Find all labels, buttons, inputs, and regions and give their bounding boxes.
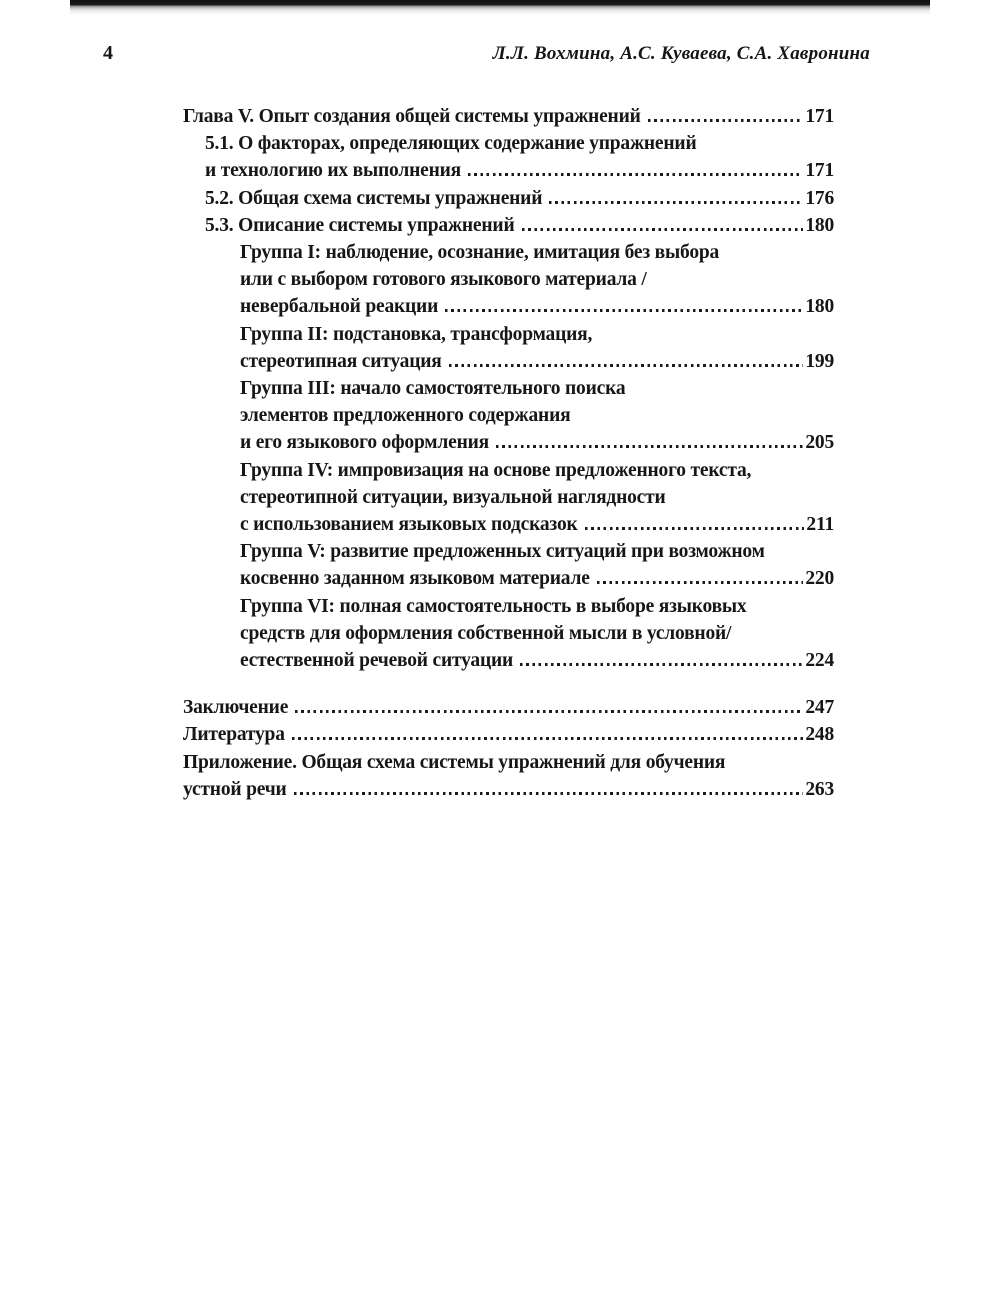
toc-entry bbox=[183, 565, 834, 592]
toc-entry-text: 5.1. О факторах, определяющих содержание упражнений bbox=[205, 133, 697, 155]
toc-entry-page: 180 bbox=[805, 296, 834, 318]
toc-list bbox=[183, 103, 834, 803]
toc-entry-text: устной речи bbox=[183, 778, 287, 800]
toc-entry-page: 176 bbox=[805, 187, 834, 209]
toc-entry bbox=[183, 749, 834, 776]
toc-entry-text: Группа III: начало самостоятельного поиска bbox=[240, 378, 626, 400]
toc-entry-page: 211 bbox=[806, 514, 834, 536]
toc-entry-text: элементов предложенного содержания bbox=[240, 405, 571, 427]
toc-entry bbox=[183, 647, 834, 674]
dot-leader bbox=[295, 710, 803, 713]
dot-leader bbox=[468, 173, 803, 176]
page-header bbox=[103, 42, 870, 65]
dot-leader bbox=[294, 792, 804, 795]
toc-entry-text: средств для оформления собственной мысли в условной/ bbox=[240, 622, 732, 644]
toc-entry-text: Группа II: подстановка, трансформация, bbox=[240, 323, 593, 345]
toc-entry-text: естественной речевой ситуации bbox=[240, 650, 514, 672]
toc-entry bbox=[183, 429, 834, 456]
dot-leader bbox=[445, 309, 803, 312]
dot-leader bbox=[292, 737, 804, 740]
toc-entry-text: Приложение. Общая схема системы упражнений для обучения bbox=[183, 751, 726, 773]
toc-entry-page: 180 bbox=[805, 214, 834, 236]
page-number: 4 bbox=[103, 42, 113, 64]
toc-entry bbox=[183, 293, 834, 320]
toc-entry-text: Группа VI: полная самостоятельность в выборе языковых bbox=[240, 595, 747, 617]
toc-entry bbox=[183, 348, 834, 375]
toc-entry-text: стереотипной ситуации, визуальной наглядности bbox=[240, 486, 666, 508]
toc-entry bbox=[183, 375, 834, 402]
dot-leader bbox=[585, 527, 805, 530]
dot-leader bbox=[648, 119, 804, 122]
dot-leader bbox=[520, 663, 803, 666]
toc-entry-text: невербальной реакции bbox=[240, 296, 439, 318]
toc-entry bbox=[183, 266, 834, 293]
toc-entry bbox=[183, 103, 834, 130]
toc-entry-text: с использованием языковых подсказок bbox=[240, 514, 578, 536]
toc-entry bbox=[183, 239, 834, 266]
toc-entry-text: 5.3. Описание системы упражнений bbox=[205, 214, 515, 236]
toc-entry-page: 263 bbox=[805, 778, 834, 800]
toc-entry-text: 5.2. Общая схема системы упражнений bbox=[205, 187, 543, 209]
toc-entry-page: 220 bbox=[805, 568, 834, 590]
toc-entry-page: 248 bbox=[805, 724, 834, 746]
toc-entry bbox=[183, 721, 834, 748]
toc-entry bbox=[183, 538, 834, 565]
toc-entry bbox=[183, 130, 834, 157]
toc-entry-page: 171 bbox=[805, 160, 834, 182]
toc-entry bbox=[183, 593, 834, 620]
toc-entry-text: Литература bbox=[183, 724, 285, 746]
dot-leader bbox=[597, 581, 804, 584]
toc-entry-text: Заключение bbox=[183, 697, 289, 719]
toc-entry bbox=[183, 620, 834, 647]
toc-entry-text: Глава V. Опыт создания общей системы упражнений bbox=[183, 106, 641, 127]
running-header-authors: Л.Л. Вохмина, А.С. Куваева, С.А. Хавронина bbox=[492, 43, 870, 64]
toc-entry-text: косвенно заданном языковом материале bbox=[240, 568, 590, 590]
toc-entry bbox=[183, 511, 834, 538]
toc-entry-page: 224 bbox=[805, 650, 834, 672]
toc-entry-text: Группа I: наблюдение, осознание, имитация без выбора bbox=[240, 242, 720, 264]
toc-entry bbox=[183, 694, 834, 721]
toc-entry-text: Группа IV: импровизация на основе предложенного текста, bbox=[240, 459, 752, 481]
scan-edge-artifact bbox=[70, 0, 930, 16]
toc-entry bbox=[183, 484, 834, 511]
dot-leader bbox=[522, 228, 804, 231]
toc-entry-page: 199 bbox=[805, 350, 834, 372]
toc-entry bbox=[183, 321, 834, 348]
toc-entry-page: 171 bbox=[805, 106, 834, 127]
toc-entry bbox=[183, 185, 834, 212]
toc-entry-text: и технологию их выполнения bbox=[205, 160, 461, 182]
toc-entry bbox=[183, 402, 834, 429]
toc-entry bbox=[183, 212, 834, 239]
toc-entry bbox=[183, 776, 834, 803]
dot-leader bbox=[496, 445, 803, 448]
toc-entry-text: или с выбором готового языкового материала / bbox=[240, 269, 647, 291]
toc-entry-text: и его языкового оформления bbox=[240, 432, 489, 454]
toc-entry bbox=[183, 457, 834, 484]
dot-leader bbox=[449, 364, 804, 367]
toc-entry bbox=[183, 157, 834, 184]
toc-entry-text: стереотипная ситуация bbox=[240, 350, 442, 372]
toc-entry-text: Группа V: развитие предложенных ситуаций при возможном bbox=[240, 541, 765, 563]
toc-entry-page: 247 bbox=[805, 697, 834, 719]
toc-entry-page: 205 bbox=[805, 432, 834, 454]
dot-leader bbox=[549, 201, 803, 204]
